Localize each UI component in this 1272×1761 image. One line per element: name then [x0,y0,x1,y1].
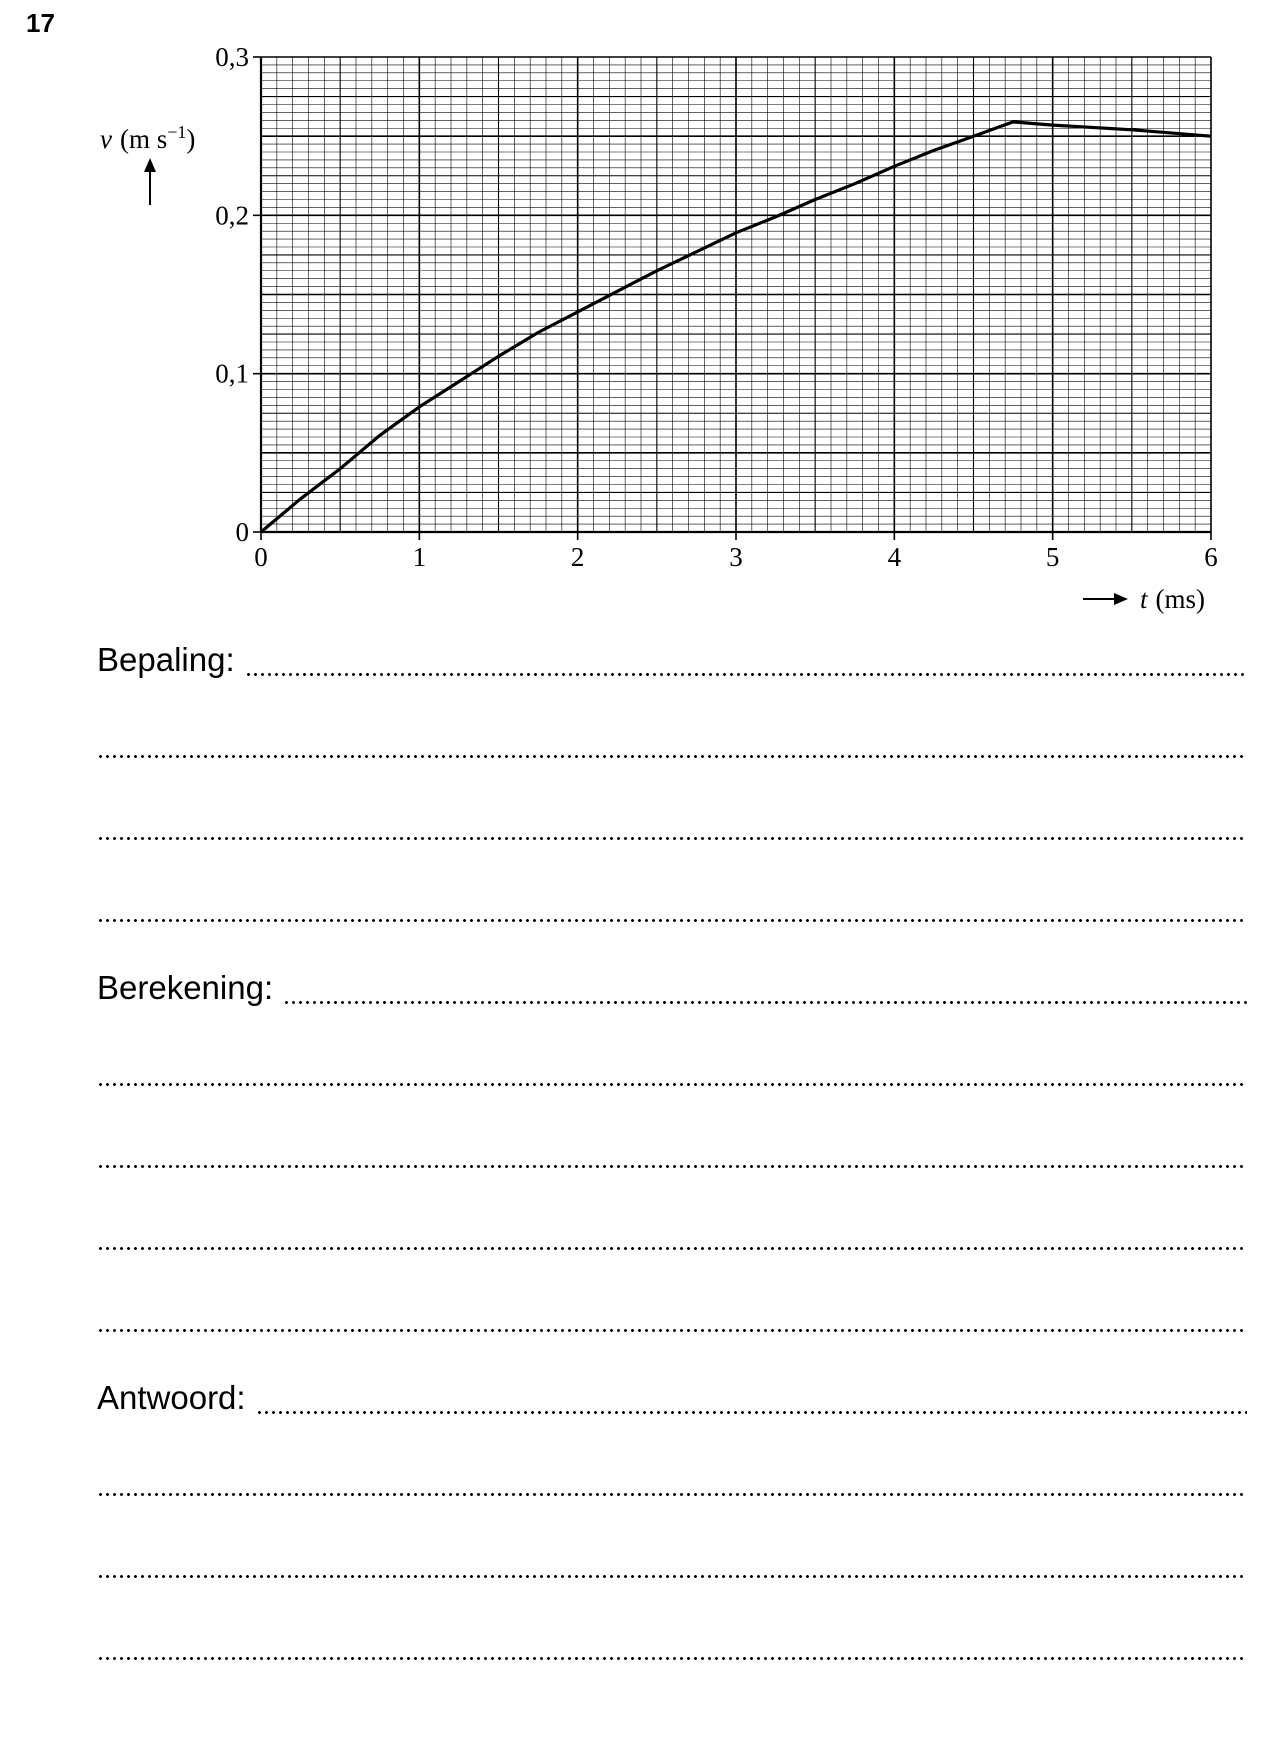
dotted-writing-line[interactable] [97,1050,1247,1090]
dotted-writing-line[interactable] [283,968,1247,1008]
answer-line[interactable] [97,1624,1247,1706]
answer-line-label: Berekening: [97,969,274,1006]
dotted-writing-line[interactable] [97,1460,1247,1500]
dotted-writing-line[interactable] [97,1132,1247,1172]
answer-line[interactable] [97,968,1247,1050]
y-tick-label: 0,1 [215,358,249,389]
velocity-time-graph [0,0,1272,640]
answer-line[interactable] [97,1050,1247,1132]
x-tick-label: 6 [1204,542,1218,572]
y-tick-label: 0,3 [215,42,249,72]
dotted-writing-line[interactable] [97,1214,1247,1254]
answer-lines [97,640,1247,1706]
dotted-writing-line[interactable] [97,1542,1247,1582]
x-tick-label: 4 [887,542,902,572]
answer-line[interactable] [97,886,1247,968]
x-axis-arrow-icon [1083,593,1128,605]
answer-line[interactable] [97,1296,1247,1378]
question-number: 17 [26,8,55,38]
x-axis-label: t (ms) [1140,584,1206,614]
y-axis-arrow-icon [144,158,156,205]
x-tick-label: 0 [254,542,268,572]
answer-line-label: Bepaling: [97,641,235,678]
answer-line[interactable] [97,1542,1247,1624]
dotted-writing-line[interactable] [97,886,1247,926]
y-tick-label: 0,2 [215,200,249,231]
answer-line[interactable] [97,1132,1247,1214]
dotted-writing-line[interactable] [97,804,1247,844]
answer-line[interactable] [97,1460,1247,1542]
dotted-writing-line[interactable] [97,1296,1247,1336]
y-axis-label: v (m $s^{-1}$) [100,122,196,154]
x-tick-label: 1 [412,542,427,572]
y-tick-label: 0 [235,517,249,547]
dotted-writing-line[interactable] [245,640,1247,680]
dotted-writing-line[interactable] [97,1624,1247,1664]
answer-line[interactable] [97,804,1247,886]
dotted-writing-line[interactable] [97,722,1247,762]
x-tick-label: 3 [729,542,743,572]
x-tick-label: 5 [1045,542,1060,572]
x-tick-label: 2 [570,542,585,572]
answer-line[interactable] [97,640,1247,722]
answer-line[interactable] [97,722,1247,804]
answer-line[interactable] [97,1214,1247,1296]
dotted-writing-line[interactable] [256,1378,1247,1418]
answer-line[interactable] [97,1378,1247,1460]
answer-line-label: Antwoord: [97,1379,246,1416]
